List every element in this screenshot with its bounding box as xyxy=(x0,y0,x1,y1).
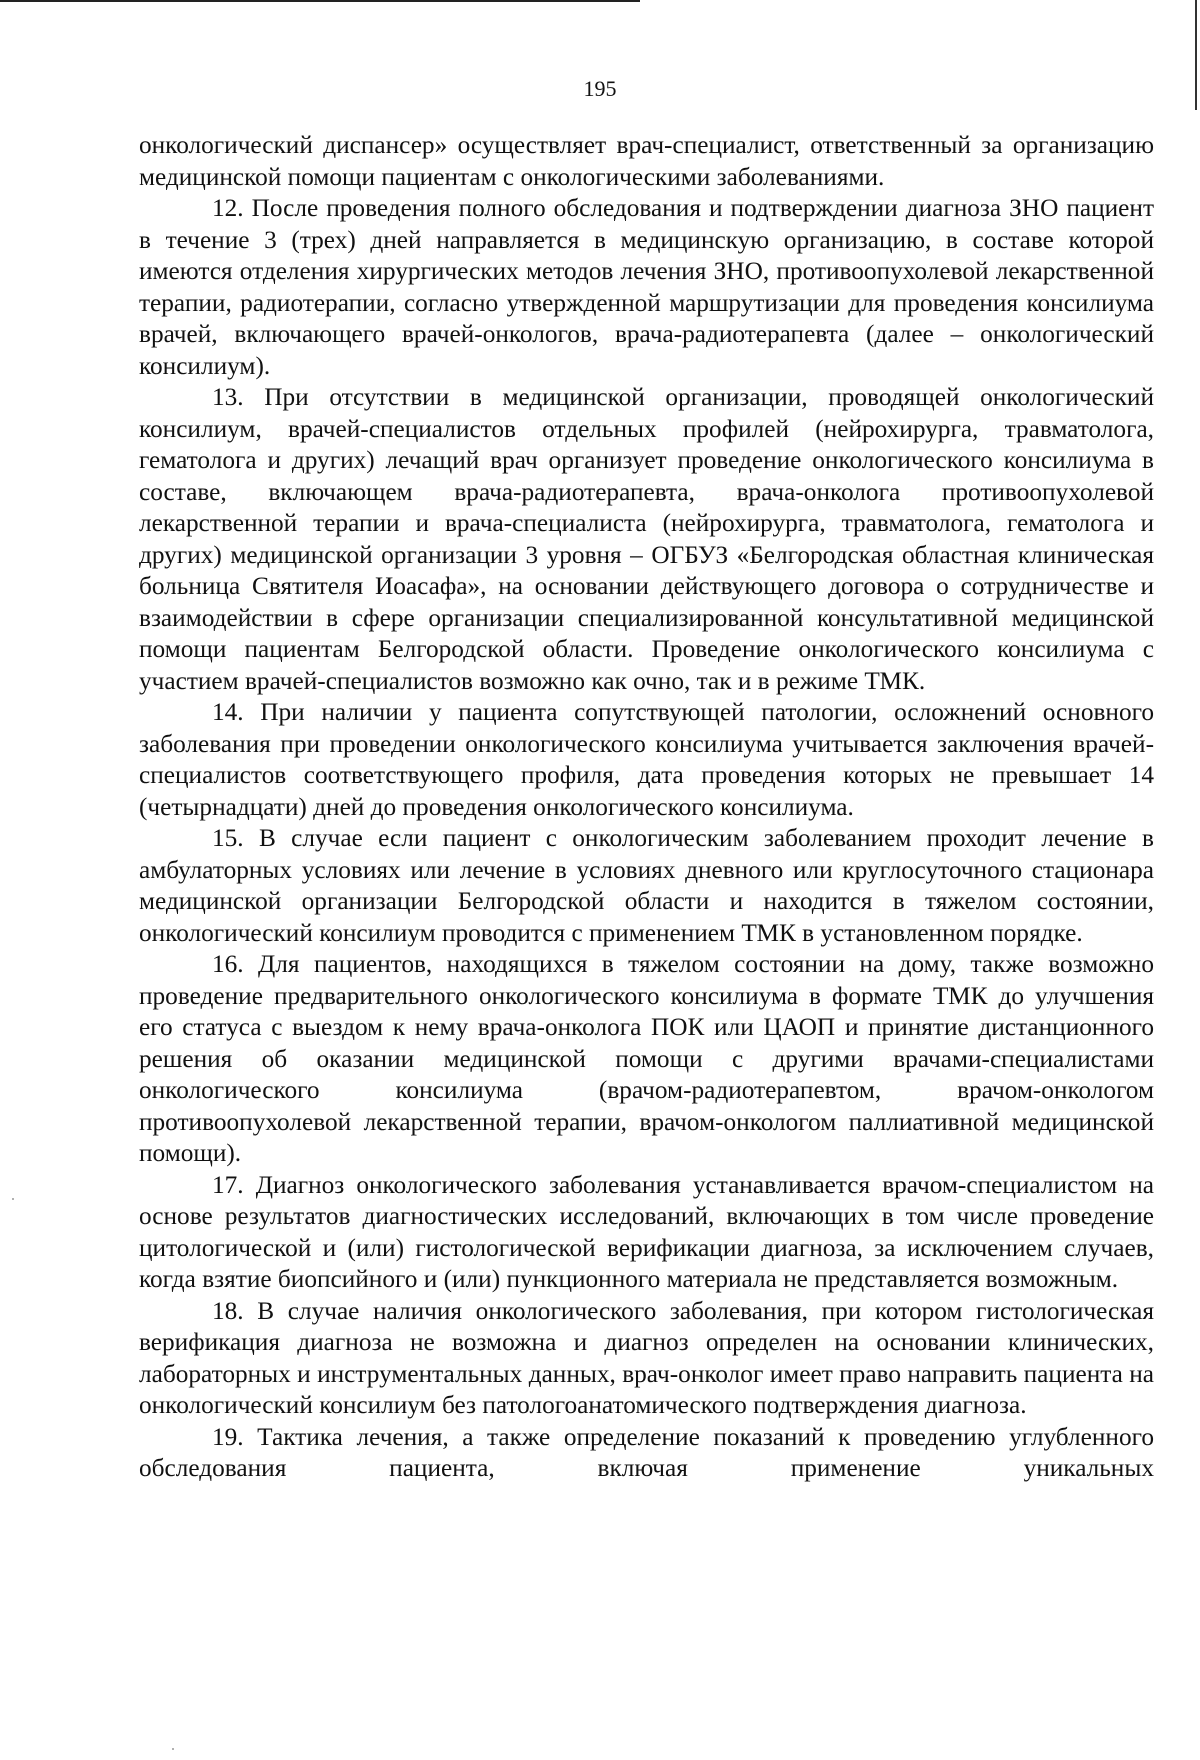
paragraph-continuation: онкологический диспансер» осуществляет врач-специалист, ответственный за организацию медицинской помощи пациентам с онкологическими заболеваниями. xyxy=(139,131,1154,191)
paragraph-19: 19. Тактика лечения, а также определение показаний к проведению углубленного обследования пациента, включая применение уникальных xyxy=(139,1422,1154,1482)
paragraph-18: 18. В случае наличия онкологического заболевания, при котором гистологическая верификация диагноза не возможна и диагноз определен на основании клинических, лабораторных и инструментальных данных, врач-онколог имеет право направить пациента на онкологический консилиум без патологоанатомического подтверждения диагноза. xyxy=(139,1296,1154,1419)
scan-speck xyxy=(12,1198,14,1200)
paragraph-12: 12. После проведения полного обследования и подтверждении диагноза ЗНО пациент в течение 3 (трех) дней направляется в медицинскую организацию, в составе которой имеются отделения хирургических методов лечения ЗНО, противоопухолевой лекарственной терапии, радиотерапии, согласно утвержденной маршрутизации для проведения консилиума врачей, включающего врачей-онкологов, врача-радиотерапевта (далее – онкологический консилиум). xyxy=(139,194,1154,380)
paragraph-14: 14. При наличии у пациента сопутствующей патологии, осложнений основного заболевания при проведении онкологического консилиума учитывается заключения врачей-специалистов соответствующего профиля, дата проведения которых не превышает 14 (четырнадцати) дней до проведения онкологического консилиума. xyxy=(139,698,1154,821)
paragraph-15: 15. В случае если пациент с онкологическим заболеванием проходит лечение в амбулаторных условиях или лечение в условиях дневного или круглосуточного стационара медицинской организации Белгородской области и находится в тяжелом состоянии, онкологический консилиум проводится с применением ТМК в установленном порядке. xyxy=(139,824,1154,947)
paragraph-17: 17. Диагноз онкологического заболевания устанавливается врачом-специалистом на основе результатов диагностических исследований, включающих в том числе проведение цитологической и (или) гистологической верификации диагноза, за исключением случаев, когда взятие биопсийного и (или) пункционного материала не представляется возможным. xyxy=(139,1170,1154,1293)
scan-edge-top xyxy=(0,0,640,2)
scan-speck xyxy=(172,1748,174,1750)
page-number: 195 xyxy=(583,76,617,101)
document-body xyxy=(139,130,1154,1485)
paragraph-13: 13. При отсутствии в медицинской организации, проводящей онкологический консилиум, врачей-специалистов отдельных профилей (нейрохирурга, травматолога, гематолога и других) лечащий врач организует проведение онкологического консилиума в составе, включающем врача-радиотерапевта, врача-онколога противоопухолевой лекарственной терапии и врача-специалиста (нейрохирурга, травматолога, гематолога и других) медицинской организации 3 уровня – ОГБУЗ «Белгородская областная клиническая больница Святителя Иоасафа», на основании действующего договора о сотрудничестве и взаимодействии в сфере организации специализированной консультативной медицинской помощи пациентам Белгородской области. Проведение онкологического консилиума с участием врачей-специалистов возможно как очно, так и в режиме ТМК. xyxy=(139,383,1154,695)
paragraph-16: 16. Для пациентов, находящихся в тяжелом состоянии на дому, также возможно проведение предварительного онкологического консилиума в формате ТМК до улучшения его статуса с выездом к нему врача-онколога ПОК или ЦАОП и принятие дистанционного решения об оказании медицинской помощи с другими врачами-специалистами онкологического консилиума (врачом-радиотерапевтом, врачом-онкологом противоопухолевой лекарственной терапии, врачом-онкологом паллиативной медицинской помощи). xyxy=(139,950,1154,1167)
